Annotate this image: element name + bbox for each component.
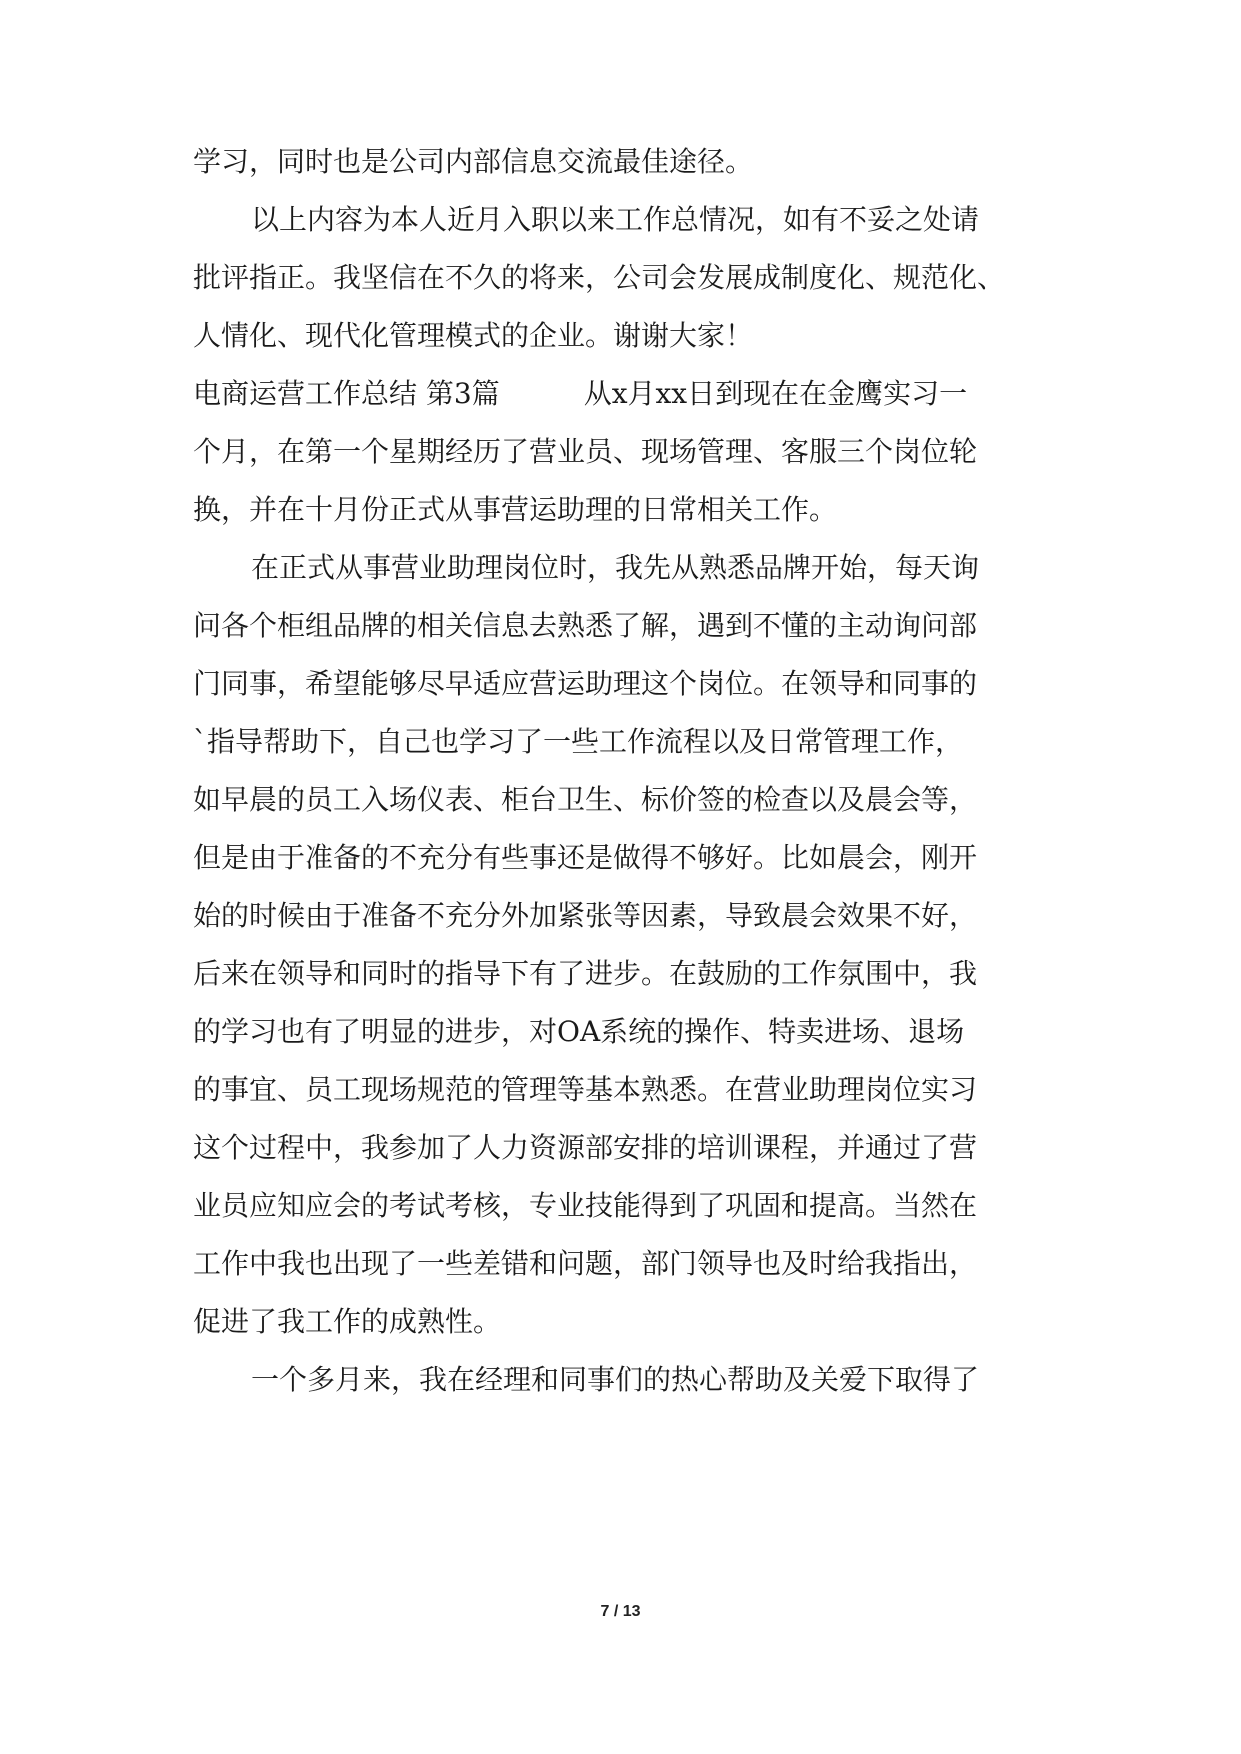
text-line: 这个过程中，我参加了人力资源部安排的培训课程，并通过了营: [193, 1131, 978, 1164]
paragraph-start-line: 一个多月来，我在经理和同事们的热心帮助及关爱下取得了: [251, 1363, 980, 1396]
text-line: 业员应知应会的考试考核，专业技能得到了巩固和提高。当然在: [193, 1189, 978, 1222]
text-line: 如早晨的员工入场仪表、柜台卫生、标价签的检查以及晨会等，: [193, 783, 978, 816]
text-line: 工作中我也出现了一些差错和问题，部门领导也及时给我指出，: [193, 1247, 978, 1280]
text-line: `指导帮助下，自己也学习了一些工作流程以及日常管理工作，: [193, 725, 964, 758]
page-number: 7 / 13: [600, 1603, 641, 1620]
text-line: 但是由于准备的不充分有些事还是做得不够好。比如晨会，刚开: [193, 841, 978, 874]
text-line: 的学习也有了明显的进步，对OA系统的操作、特卖进场、退场: [193, 1015, 965, 1048]
text-line: 问各个柜组品牌的相关信息去熟悉了解，遇到不懂的主动询问部: [193, 609, 978, 642]
text-line: 门同事，希望能够尽早适应营运助理这个岗位。在领导和同事的: [193, 667, 978, 700]
text-line: 始的时候由于准备不充分外加紧张等因素，导致晨会效果不好，: [193, 899, 978, 932]
text-line: 换，并在十月份正式从事营运助理的日常相关工作。: [193, 493, 838, 526]
text-line: 促进了我工作的成熟性。: [193, 1305, 502, 1338]
paragraph-start-line: 在正式从事营业助理岗位时，我先从熟悉品牌开始，每天询: [251, 551, 980, 584]
text-line: 批评指正。我坚信在不久的将来，公司会发展成制度化、规范化、: [193, 261, 1006, 294]
text-line: 后来在领导和同时的指导下有了进步。在鼓励的工作氛围中，我: [193, 957, 978, 990]
text-line: 学习，同时也是公司内部信息交流最佳途径。: [193, 145, 754, 178]
text-line: 的事宜、员工现场规范的管理等基本熟悉。在营业助理岗位实习: [193, 1073, 978, 1106]
text-line: 人情化、现代化管理模式的企业。谢谢大家！: [193, 319, 754, 352]
section-heading-line: 电商运营工作总结 第3篇 从x月xx日到现在在金鹰实习一: [193, 377, 968, 410]
text-line: 个月，在第一个星期经历了营业员、现场管理、客服三个岗位轮: [193, 435, 978, 468]
paragraph-start-line: 以上内容为本人近月入职以来工作总情况，如有不妥之处请: [251, 203, 980, 236]
